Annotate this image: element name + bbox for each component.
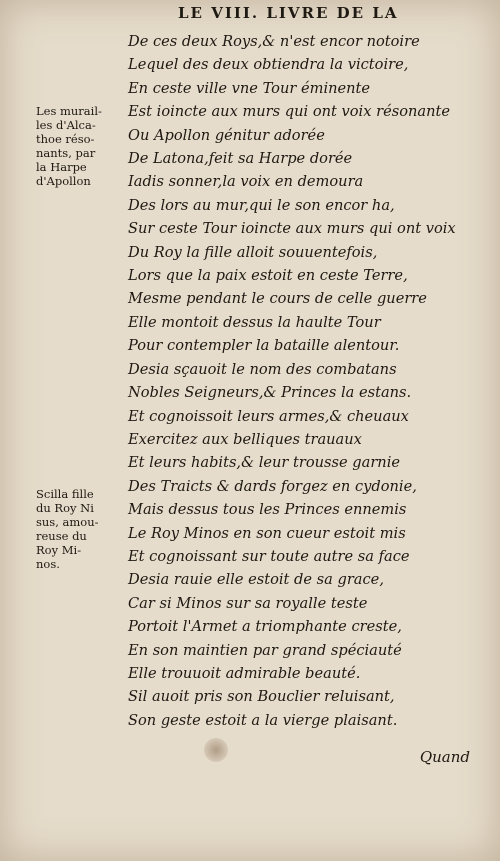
margin-note-line: les d'Alca- [36, 118, 96, 132]
verse-line: Des lors au mur,qui le son encor ha, [128, 196, 395, 214]
verse-line: Car si Minos sur sa royalle teste [128, 594, 368, 612]
margin-note-line: Scilla fille [36, 487, 94, 501]
margin-note-scilla [36, 487, 99, 571]
verse-line: Desia sçauoit le nom des combatans [128, 360, 397, 378]
ink-stain [204, 738, 228, 762]
verse-line: Portoit l'Armet a triomphante creste, [128, 618, 402, 636]
verse-line: Sil auoit pris son Bouclier reluisant, [128, 688, 395, 706]
verse-line: Nobles Seigneurs,& Princes la estans. [128, 384, 412, 402]
verse-line: Desia rauie elle estoit de sa grace, [128, 571, 384, 589]
margin-note-line: Les murail- [36, 104, 102, 118]
margin-note-line: Roy Mi- [36, 543, 82, 557]
verse-line: Le Roy Minos en son cueur estoit mis [128, 524, 406, 542]
margin-note-line: sus, amou- [36, 515, 99, 529]
verse-line: Exercitez aux belliques trauaux [128, 430, 362, 448]
verse-line: Elle montoit dessus la haulte Tour [128, 313, 381, 331]
verse-line: Et leurs habits,& leur trousse garnie [128, 454, 401, 472]
margin-note-line: nants, par [36, 146, 96, 160]
verse-line: De Latona,feit sa Harpe dorée [128, 150, 353, 168]
running-header: LE VIII. LIVRE DE LA [178, 4, 399, 22]
margin-note-alcathoe [36, 104, 102, 188]
verse-line: De ces deux Roys,& n'est encor notoire [128, 33, 420, 50]
margin-note-line: thoe réso- [36, 132, 95, 146]
verse-line: Pour contempler la bataille alentour. [128, 337, 400, 355]
verse-line: Du Roy la fille alloit souuentefois, [128, 243, 378, 261]
verse-line: Lequel des deux obtiendra la victoire, [128, 56, 409, 74]
verse-line: En son maintien par grand spéciauté [128, 641, 402, 659]
verse-line: Est ioincte aux murs qui ont voix résonante [128, 103, 450, 121]
verse-line: Mesme pendant le cours de celle guerre [128, 290, 427, 308]
verse-line: Iadis sonner,la voix en demoura [128, 173, 364, 191]
verse-line: Son geste estoit a la vierge plaisant. [128, 711, 398, 729]
catchword: Quand [419, 748, 470, 766]
verse-line: Mais dessus tous les Princes ennemis [128, 501, 407, 519]
verse-line: Des Traicts & dards forgez en cydonie, [128, 477, 417, 495]
verse-line: Lors que la paix estoit en ceste Terre, [128, 267, 408, 285]
margin-note-line: d'Apollon [36, 174, 91, 188]
margin-note-line: du Roy Ni [36, 501, 94, 515]
verse-line: Et cognoissant sur toute autre sa face [128, 547, 410, 565]
verse-line: Sur ceste Tour ioincte aux murs qui ont voix [128, 220, 456, 238]
margin-note-line: reuse du [36, 529, 87, 543]
verse-block [128, 30, 456, 732]
margin-note-line: nos. [36, 557, 60, 571]
verse-line: En ceste ville vne Tour éminente [128, 79, 371, 97]
verse-line: Ou Apollon génitur adorée [128, 126, 325, 144]
margin-note-line: la Harpe [36, 160, 87, 174]
verse-line: Elle trouuoit admirable beauté. [128, 664, 361, 682]
verse-line: Et cognoissoit leurs armes,& cheuaux [128, 407, 409, 425]
